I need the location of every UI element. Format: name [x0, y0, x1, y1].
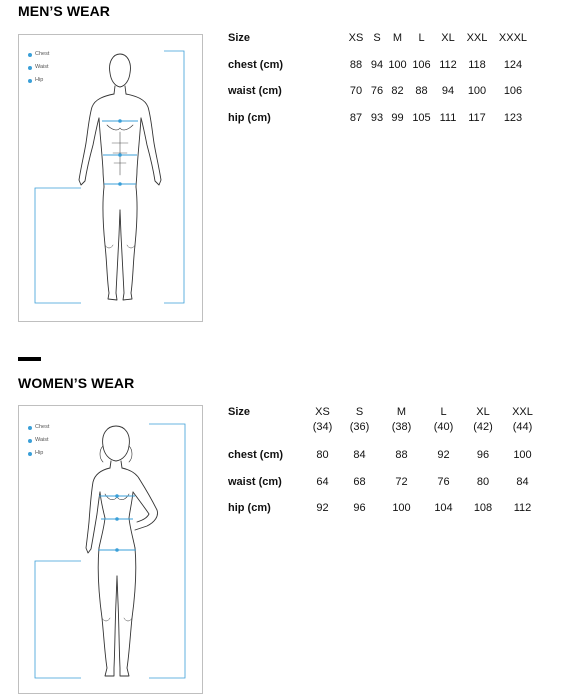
table-row-chest: [228, 448, 543, 475]
size-m: [380, 405, 423, 448]
size-eu: (34): [312, 421, 333, 433]
mens-size-table: [228, 32, 534, 138]
table-cell: 100: [392, 502, 411, 514]
table-cell: 100: [513, 449, 532, 461]
legend-label: Waist: [35, 64, 49, 70]
size-s: [339, 405, 380, 448]
table-cell: 84: [516, 475, 529, 488]
table-cell: 111: [439, 111, 457, 124]
table-cell: 123: [503, 111, 523, 124]
size-eu: (44): [512, 421, 533, 433]
legend-label: Hip: [35, 450, 44, 456]
size-xxxl: XXXL: [498, 32, 528, 44]
table-cell: 92: [316, 502, 329, 514]
size-m: M: [392, 32, 403, 44]
table-cell: 76: [370, 85, 384, 97]
table-row-waist: [228, 85, 534, 112]
table-cell: 76: [437, 475, 450, 488]
size-letter: L: [440, 406, 447, 418]
legend-label: Waist: [35, 437, 49, 443]
table-cell: 68: [353, 475, 366, 488]
table-row-hip: [228, 112, 534, 139]
size-letter: XXL: [512, 406, 533, 418]
size-eu: (38): [391, 421, 412, 433]
size-xxl: XXL: [466, 32, 488, 44]
size-letter: M: [396, 406, 407, 418]
table-cell: 118: [468, 58, 486, 71]
table-cell: 105: [412, 111, 431, 124]
female-body-silhouette: [19, 406, 203, 694]
womens-size-figure: [18, 405, 203, 694]
table-cell: 96: [353, 502, 366, 514]
table-cell: 112: [513, 502, 532, 514]
table-cell: 106: [412, 58, 431, 71]
size-xxl: [502, 405, 543, 448]
table-cell: 92: [437, 449, 450, 461]
size-header-row: [228, 32, 534, 59]
size-eu: (36): [349, 421, 370, 433]
legend-label: Hip: [35, 77, 44, 83]
size-letter: S: [355, 406, 364, 418]
table-cell: 82: [391, 85, 404, 97]
womens-wear-heading: WOMEN’S WEAR: [18, 375, 135, 391]
size-letter: XL: [476, 406, 490, 418]
row-label: hip (cm): [228, 502, 271, 514]
table-cell: 100: [388, 58, 407, 71]
legend-label: Chest: [35, 51, 50, 57]
table-cell: 88: [415, 85, 428, 97]
size-letter: XS: [315, 406, 330, 418]
size-eu: (42): [473, 421, 493, 433]
table-cell: 88: [395, 449, 408, 461]
row-label: waist (cm): [228, 85, 282, 97]
table-cell: 80: [476, 475, 490, 488]
table-cell: 124: [503, 58, 523, 71]
male-body-silhouette: [19, 35, 203, 322]
table-cell: 112: [439, 58, 457, 71]
table-row-chest: [228, 59, 534, 86]
size-header-row: [228, 405, 543, 448]
table-row-waist: [228, 475, 543, 502]
womens-size-table: [228, 405, 543, 528]
size-eu: (40): [433, 421, 454, 433]
size-label: Size: [228, 32, 251, 44]
table-cell: 93: [370, 111, 384, 124]
size-xs: [306, 405, 339, 448]
table-cell: 94: [441, 85, 455, 97]
size-xs: XS: [348, 32, 364, 44]
table-cell: 64: [316, 475, 329, 488]
table-cell: 72: [395, 475, 408, 488]
table-cell: 104: [434, 502, 453, 514]
table-cell: 108: [473, 502, 493, 514]
row-label: waist (cm): [228, 475, 282, 488]
section-divider: [18, 357, 41, 361]
mens-wear-heading: MEN’S WEAR: [18, 3, 110, 19]
size-xl: XL: [441, 32, 455, 44]
size-xl: [464, 405, 502, 448]
size-s: S: [373, 32, 381, 44]
row-label: hip (cm): [228, 111, 271, 124]
table-cell: 99: [391, 111, 404, 124]
table-cell: 106: [503, 85, 523, 97]
table-cell: 87: [349, 111, 363, 124]
table-cell: 94: [370, 58, 384, 71]
size-l: L: [418, 32, 425, 44]
legend-label: Chest: [35, 424, 50, 430]
row-label: chest (cm): [228, 449, 284, 461]
table-cell: 70: [349, 85, 363, 97]
table-cell: 96: [476, 449, 490, 461]
table-cell: 88: [349, 58, 363, 71]
table-cell: 80: [316, 449, 329, 461]
mens-size-figure: [18, 34, 203, 322]
table-cell: 84: [353, 449, 366, 461]
row-label: chest (cm): [228, 58, 284, 71]
table-row-hip: [228, 501, 543, 528]
table-cell: 117: [468, 111, 486, 124]
size-label: Size: [228, 406, 251, 418]
table-cell: 100: [467, 85, 487, 97]
size-l: [423, 405, 464, 448]
